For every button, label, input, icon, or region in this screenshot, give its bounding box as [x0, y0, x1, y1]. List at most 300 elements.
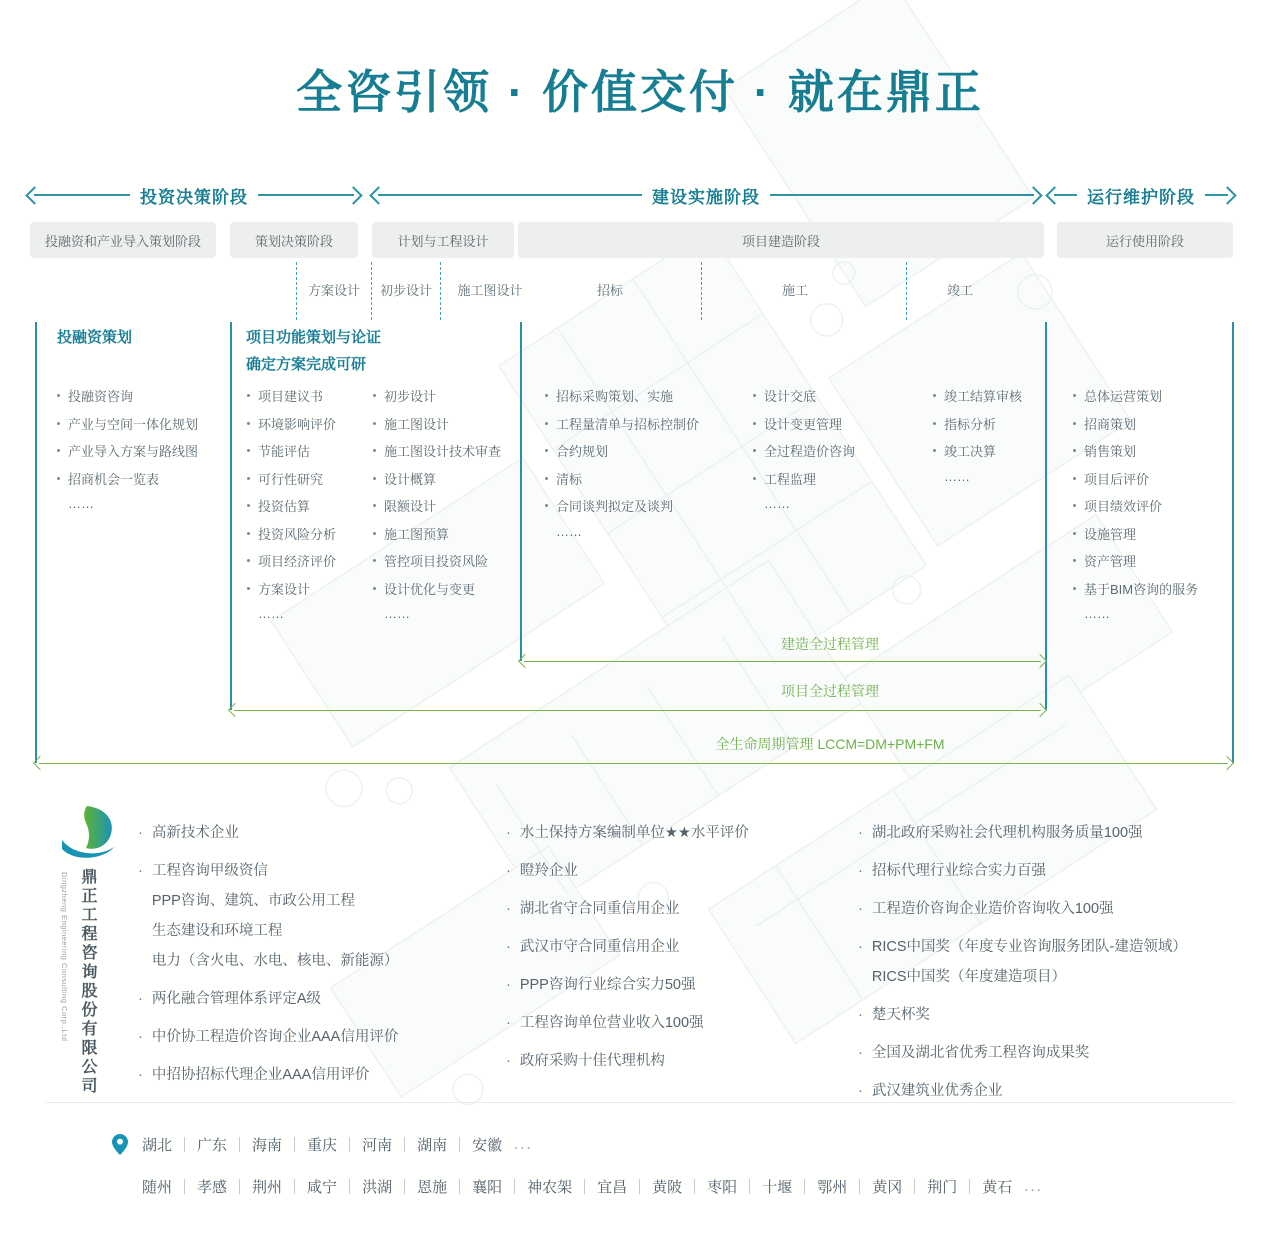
service-item-label: 工程监理: [764, 471, 817, 487]
credentials-column-2: [506, 818, 856, 1084]
arrow-left-icon: [369, 186, 387, 204]
arrow-left-icon: [228, 703, 242, 717]
bullet-icon: [1073, 449, 1076, 452]
service-item: [545, 469, 699, 497]
bullet-icon: [247, 477, 250, 480]
bullet-icon: [373, 559, 376, 562]
band-label-project-whole-process: 项目全过程管理: [781, 683, 879, 699]
credential-line: 高新技术企业: [151, 825, 239, 841]
service-item: [933, 441, 1022, 469]
bullet-icon: [1073, 477, 1076, 480]
stage-box-1: 投融资和产业导入策划阶段: [30, 222, 216, 258]
phase-arrow-construction: [372, 186, 1040, 207]
credential-line: 武汉市守合同重信用企业: [519, 939, 680, 955]
location-region: 十堰: [762, 1179, 793, 1196]
location-separator: [239, 1137, 240, 1152]
service-item-label: 资产管理: [1084, 554, 1137, 569]
company-logo-icon: [56, 804, 122, 864]
location-separator: [749, 1179, 750, 1194]
column-header-2-line1: 项目功能策划与论证: [246, 329, 382, 346]
dashed-divider: [440, 262, 441, 320]
credential-text: [520, 932, 680, 962]
service-item-label: 项目建议书: [258, 389, 324, 404]
column-header-1: 投融资策划: [57, 329, 133, 346]
location-separator: [969, 1179, 970, 1194]
bullet-icon: [247, 532, 250, 535]
credential-item: [858, 818, 1258, 848]
arrow-right-icon: [1024, 186, 1042, 204]
dashed-divider: [906, 262, 907, 320]
credential-line: 湖北政府采购社会代理机构服务质量100强: [871, 825, 1143, 841]
band-arrow-lifecycle: [35, 757, 1232, 769]
arrow-line: [524, 661, 1041, 662]
phase-arrow-operation: [1048, 186, 1234, 207]
credential-text: [520, 970, 696, 1000]
ellipsis: [933, 469, 1022, 497]
service-item-label: 设计变更管理: [764, 416, 843, 432]
service-item-label: 项目后评价: [1084, 471, 1150, 487]
credential-line: 水土保持方案编制单位★★水平评价: [519, 825, 749, 841]
band-label-construction-whole-process: 建造全过程管理: [781, 636, 879, 652]
bullet-icon: ·: [138, 1067, 143, 1083]
service-item-label: 总体运营策划: [1084, 389, 1163, 404]
credential-item: [138, 984, 498, 1014]
service-item-label: 限额设计: [384, 499, 437, 514]
location-region: 襄阳: [472, 1179, 503, 1196]
credentials-column-3: [858, 818, 1258, 1114]
ellipsis: [1073, 606, 1198, 634]
service-item: [1073, 386, 1198, 414]
credential-text: [520, 894, 680, 924]
arrow-left-icon: [33, 756, 47, 770]
location-separator: [294, 1137, 295, 1152]
credential-subline: RICS中国奖（年度建造项目）: [871, 969, 1066, 985]
bullet-icon: ·: [506, 1053, 511, 1069]
service-item-label: 销售策划: [1084, 444, 1137, 459]
service-item-label: 投资估算: [258, 499, 311, 514]
service-item-label: 设计交底: [764, 389, 817, 404]
service-item: [373, 469, 501, 497]
service-item: [1073, 496, 1198, 524]
service-item: [933, 386, 1022, 414]
bullet-icon: [373, 394, 376, 397]
bullet-icon: [1073, 394, 1076, 397]
service-item: [247, 496, 336, 524]
service-item-label: ……: [764, 496, 790, 511]
service-item: [933, 414, 1022, 442]
credential-line: PPP咨询行业综合实力50强: [519, 977, 696, 993]
bullet-icon: [57, 449, 60, 452]
substage-label-1: 方案设计: [307, 283, 360, 298]
service-item-label: 竣工结算审核: [944, 389, 1023, 404]
credential-item: [506, 856, 856, 886]
bullet-icon: ·: [506, 977, 511, 993]
service-column-3: [373, 386, 501, 634]
location-pin-icon: [112, 1134, 128, 1155]
credential-item: [506, 818, 856, 848]
stage-box-3: 计划与工程设计: [372, 222, 514, 258]
bullet-icon: ·: [858, 825, 863, 841]
column-header-2-line2: 确定方案完成可研: [246, 356, 367, 373]
bullet-icon: ·: [858, 1007, 863, 1023]
service-item: [1073, 441, 1198, 469]
dashed-divider: [371, 262, 372, 320]
bullet-icon: [545, 394, 548, 397]
service-item: [753, 441, 855, 469]
credential-item: [506, 1046, 856, 1076]
location-separator: [459, 1179, 460, 1194]
service-item: [57, 441, 198, 469]
location-separator: [804, 1179, 805, 1194]
service-item-label: 工程量清单与招标控制价: [556, 416, 700, 432]
more-ellipsis: ...: [514, 1136, 533, 1153]
credential-line: 武汉建筑业优秀企业: [871, 1083, 1003, 1099]
more-ellipsis: ...: [1024, 1178, 1043, 1195]
bullet-icon: ·: [138, 825, 143, 841]
location-separator: [184, 1137, 185, 1152]
service-item: [247, 386, 336, 414]
bullet-icon: [57, 394, 60, 397]
service-item: [373, 386, 501, 414]
bullet-icon: ·: [506, 1015, 511, 1031]
bullet-icon: ·: [858, 863, 863, 879]
credential-item: [138, 1060, 498, 1090]
locations-cities-row: [142, 1176, 1043, 1197]
bullet-icon: [933, 394, 936, 397]
arrow-right-icon: [1033, 703, 1047, 717]
service-column-1: [57, 386, 198, 524]
phase-arrow-investment: [28, 186, 360, 207]
service-item: [57, 386, 198, 414]
column-divider: [35, 322, 37, 763]
arrow-left-icon: [25, 186, 43, 204]
service-item-label: 合同谈判拟定及谈判: [556, 499, 674, 514]
bullet-icon: [1073, 587, 1076, 590]
service-item: [753, 386, 855, 414]
stage-box-2: 策划决策阶段: [230, 222, 358, 258]
location-separator: [349, 1179, 350, 1194]
bullet-icon: [545, 504, 548, 507]
page-title: 全咨引领 · 价值交付 · 就在鼎正: [296, 66, 984, 118]
location-separator: [459, 1137, 460, 1152]
location-region: 随州: [142, 1179, 173, 1196]
band-arrow-project-whole-process: [230, 704, 1045, 716]
service-item: [753, 469, 855, 497]
service-item: [247, 551, 336, 579]
location-separator: [514, 1179, 515, 1194]
credential-line: 工程咨询甲级资信: [151, 863, 268, 879]
service-item: [545, 386, 699, 414]
substage-label-6: 竣工: [946, 283, 973, 298]
bullet-icon: [57, 477, 60, 480]
service-item: [247, 469, 336, 497]
service-item-label: ……: [384, 606, 410, 621]
credential-line: RICS中国奖（年度专业咨询服务团队-建造领域）: [871, 939, 1187, 955]
location-region: 孝感: [197, 1179, 228, 1196]
credential-line: 招标代理行业综合实力百强: [871, 863, 1046, 879]
bullet-icon: ·: [858, 1045, 863, 1061]
service-item: [373, 441, 501, 469]
bullet-icon: [933, 449, 936, 452]
arrow-line: [34, 194, 130, 196]
credential-item: [506, 932, 856, 962]
ellipsis: [247, 606, 336, 634]
service-item-label: 清标: [556, 471, 583, 487]
location-region: 河南: [362, 1137, 393, 1154]
credential-line: 楚天杯奖: [871, 1007, 930, 1023]
bullet-icon: ·: [138, 1029, 143, 1045]
service-item: [753, 414, 855, 442]
stage-box-4: 项目建造阶段: [518, 222, 1044, 258]
band-label-lifecycle: 全生命周期管理 LCCM=DM+PM+FM: [715, 736, 945, 752]
bullet-icon: [753, 394, 756, 397]
column-divider: [1045, 322, 1047, 710]
bullet-icon: [1073, 422, 1076, 425]
band-arrow-construction-whole-process: [520, 655, 1045, 667]
service-item: [1073, 524, 1198, 552]
bullet-icon: [373, 422, 376, 425]
service-item-label: 合约规划: [556, 444, 609, 459]
arrow-right-icon: [344, 186, 362, 204]
service-item: [247, 524, 336, 552]
credential-subline: 生态建设和环境工程: [151, 923, 283, 939]
location-separator: [639, 1179, 640, 1194]
service-column-6: [933, 386, 1022, 496]
location-separator: [859, 1179, 860, 1194]
service-item: [373, 579, 501, 607]
service-item-label: 竣工决算: [944, 444, 997, 459]
section-divider: [45, 1102, 1235, 1103]
bullet-icon: [373, 504, 376, 507]
credential-text: [520, 1046, 665, 1076]
bullet-icon: [247, 449, 250, 452]
service-item-label: 管控项目投资风险: [384, 554, 489, 569]
company-name-vertical: 鼎正工程咨询股份有限公司: [79, 868, 96, 1096]
service-item-label: 可行性研究: [258, 471, 324, 487]
substage-label-3: 施工图设计: [457, 283, 523, 298]
credential-item: [506, 1008, 856, 1038]
service-item: [373, 414, 501, 442]
bullet-icon: [247, 422, 250, 425]
location-region: 枣阳: [707, 1179, 738, 1196]
arrow-line: [39, 763, 1228, 764]
credential-text: [520, 818, 749, 848]
credential-line: 中招协招标代理企业AAA信用评价: [151, 1067, 370, 1083]
credential-text: [872, 932, 1187, 992]
arrow-right-icon: [1220, 756, 1234, 770]
service-item: [247, 579, 336, 607]
service-column-2: [247, 386, 336, 634]
service-item-label: 初步设计: [384, 389, 437, 404]
phase-label-operation: 运行维护阶段: [1087, 187, 1195, 207]
service-item-label: 设计优化与变更: [384, 581, 476, 597]
service-item-label: 项目经济评价: [258, 554, 337, 569]
service-item-label: 方案设计: [258, 581, 311, 597]
credential-item: [858, 856, 1258, 886]
service-item-label: ……: [556, 523, 582, 539]
location-region: 荆门: [927, 1179, 958, 1196]
service-item: [1073, 579, 1198, 607]
credential-line: 瞪羚企业: [519, 863, 578, 879]
service-item: [373, 551, 501, 579]
location-separator: [349, 1137, 350, 1152]
location-separator: [914, 1179, 915, 1194]
service-item-label: 设施管理: [1084, 526, 1137, 542]
arrow-left-icon: [518, 654, 532, 668]
credential-item: [138, 856, 498, 976]
bullet-icon: [1073, 532, 1076, 535]
service-item: [1073, 551, 1198, 579]
bullet-icon: [373, 477, 376, 480]
credential-item: [138, 1022, 498, 1052]
bullet-icon: [373, 532, 376, 535]
location-separator: [404, 1179, 405, 1194]
service-item: [247, 414, 336, 442]
bullet-icon: ·: [138, 863, 143, 879]
credential-text: [152, 984, 321, 1014]
service-item-label: 施工图设计: [384, 416, 450, 432]
dashed-divider: [296, 262, 297, 320]
bullet-icon: ·: [506, 901, 511, 917]
service-item-label: 环境影响评价: [258, 416, 337, 432]
service-column-5: [753, 386, 855, 524]
bullet-icon: [247, 587, 250, 590]
service-item-label: 基于BIM咨询的服务: [1084, 581, 1199, 597]
service-item: [1073, 414, 1198, 442]
credential-text: [872, 818, 1143, 848]
service-item-label: 招商机会一览表: [68, 471, 160, 487]
service-item: [57, 469, 198, 497]
service-item-label: 施工图设计技术审查: [384, 444, 502, 459]
bullet-icon: [753, 422, 756, 425]
dashed-divider: [701, 262, 702, 320]
credential-subline: PPP咨询、建筑、市政公用工程: [151, 893, 355, 909]
location-separator: [404, 1137, 405, 1152]
service-item-label: 施工图预算: [384, 526, 450, 542]
credential-item: [858, 1038, 1258, 1068]
location-region: 鄂州: [817, 1179, 848, 1196]
bullet-icon: [247, 559, 250, 562]
arrow-right-icon: [1218, 186, 1236, 204]
bullet-icon: [57, 422, 60, 425]
location-region: 黄石: [982, 1179, 1013, 1196]
location-region: 安徽: [472, 1137, 503, 1154]
bullet-icon: [1073, 559, 1076, 562]
column-divider: [230, 322, 232, 710]
credential-line: 全国及湖北省优秀工程咨询成果奖: [871, 1045, 1090, 1061]
credential-line: 政府采购十佳代理机构: [519, 1053, 665, 1069]
bullet-icon: [373, 449, 376, 452]
location-region: 广东: [197, 1137, 228, 1154]
service-item-label: 设计概算: [384, 471, 437, 487]
service-item-label: ……: [1084, 606, 1110, 621]
location-region: 黄冈: [872, 1179, 903, 1196]
column-divider: [520, 322, 522, 661]
stage-box-5: 运行使用阶段: [1057, 222, 1233, 258]
service-item: [1073, 469, 1198, 497]
location-region: 荆州: [252, 1179, 283, 1196]
ellipsis: [373, 606, 501, 634]
service-item: [373, 496, 501, 524]
bullet-icon: [753, 477, 756, 480]
arrow-line: [234, 710, 1041, 711]
ellipsis: [545, 524, 699, 552]
credential-text: [520, 1008, 704, 1038]
location-region: 海南: [252, 1137, 283, 1154]
service-column-7: [1073, 386, 1198, 634]
service-item-label: ……: [68, 496, 94, 511]
service-item: [545, 441, 699, 469]
location-region: 湖南: [417, 1137, 448, 1154]
service-item: [545, 496, 699, 524]
service-item-label: 产业与空间一体化规划: [68, 416, 199, 432]
credential-text: [152, 1022, 399, 1052]
credentials-column-1: [138, 818, 498, 1098]
service-item: [373, 524, 501, 552]
service-item-label: 指标分析: [944, 416, 997, 432]
credential-text: [872, 1000, 930, 1030]
credential-text: [152, 1060, 370, 1090]
credential-line: 工程咨询单位营业收入100强: [519, 1015, 704, 1031]
ellipsis: [753, 496, 855, 524]
service-item-label: 项目绩效评价: [1084, 499, 1163, 514]
service-item-label: 节能评估: [258, 444, 311, 459]
service-column-4: [545, 386, 699, 551]
bullet-icon: [933, 422, 936, 425]
credential-text: [872, 856, 1046, 886]
service-item-label: 产业导入方案与路线图: [68, 444, 199, 459]
bullet-icon: ·: [858, 939, 863, 955]
bullet-icon: ·: [138, 991, 143, 1007]
arrow-line: [258, 194, 354, 196]
credential-item: [858, 894, 1258, 924]
service-item-label: 投融资咨询: [68, 389, 134, 404]
credential-item: [506, 894, 856, 924]
bullet-icon: [1073, 504, 1076, 507]
substage-label-5: 施工: [781, 283, 808, 298]
location-region: 咸宁: [307, 1179, 338, 1196]
location-separator: [584, 1179, 585, 1194]
service-item: [57, 414, 198, 442]
bullet-icon: [247, 394, 250, 397]
location-region: 恩施: [417, 1179, 448, 1196]
location-separator: [184, 1179, 185, 1194]
column-header-2: [246, 324, 381, 378]
credential-text: [152, 818, 239, 848]
substage-label-2: 初步设计: [379, 283, 432, 298]
location-separator: [294, 1179, 295, 1194]
credential-item: [858, 932, 1258, 992]
bullet-icon: ·: [858, 1083, 863, 1099]
arrow-line: [378, 194, 642, 196]
service-item-label: 招标采购策划、实施: [556, 389, 674, 404]
service-item: [545, 414, 699, 442]
bullet-icon: ·: [506, 863, 511, 879]
bullet-icon: [373, 587, 376, 590]
bullet-icon: [545, 449, 548, 452]
location-region: 黄陂: [652, 1179, 683, 1196]
bullet-icon: [753, 449, 756, 452]
service-item-label: 投资风险分析: [258, 526, 337, 542]
credential-line: 湖北省守合同重信用企业: [519, 901, 680, 917]
location-region: 宜昌: [597, 1179, 628, 1196]
locations-provinces-row: [112, 1134, 533, 1155]
location-separator: [694, 1179, 695, 1194]
service-item: [247, 441, 336, 469]
location-region: 神农架: [527, 1179, 573, 1196]
ellipsis: [57, 496, 198, 524]
credential-text: [152, 856, 399, 976]
